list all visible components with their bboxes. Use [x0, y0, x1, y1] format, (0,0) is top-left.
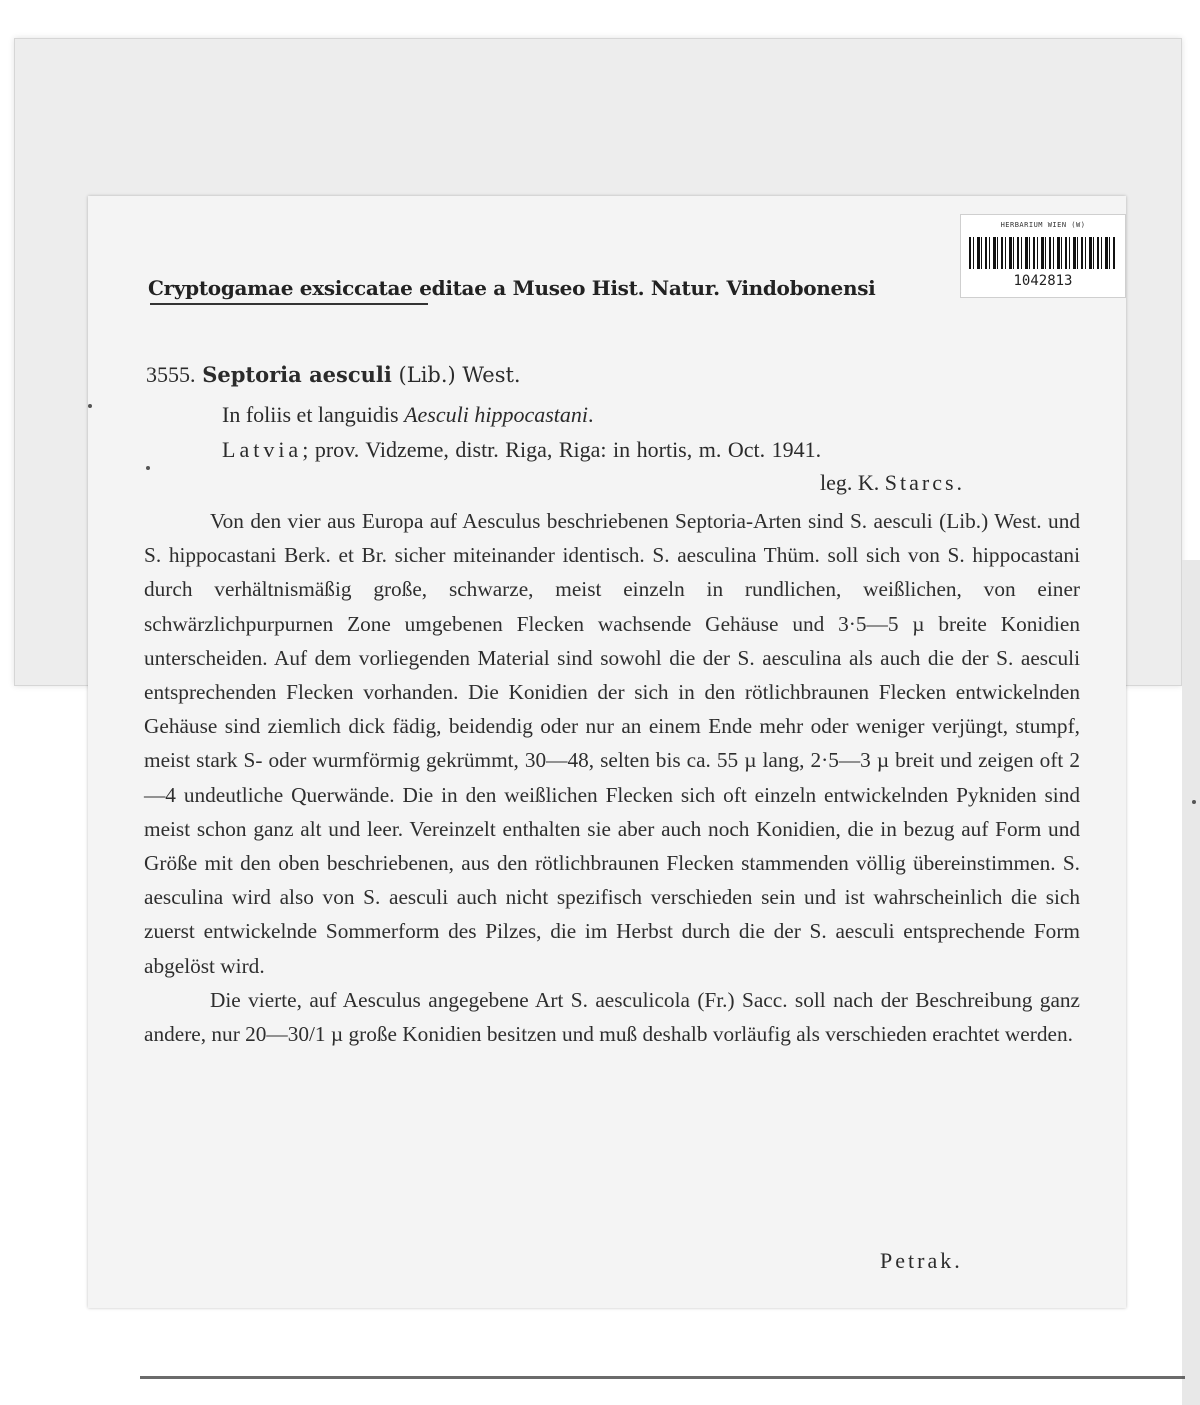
dust-speck: [146, 466, 150, 470]
habitat-line: In foliis et languidis Aesculi hippocastani.: [222, 402, 594, 427]
dust-speck: [88, 404, 92, 408]
series-title: [148, 276, 948, 300]
locality-detail: ; prov. Vidzeme, distr. Riga, Riga: in hortis, m. Oct. 1941.: [302, 437, 822, 462]
series-title-rest: editae a Museo Hist. Natur. Vindobonensi: [412, 276, 876, 300]
locality-line: [222, 437, 821, 463]
barcode-header: HERBARIUM WIEN (W): [1000, 221, 1086, 229]
host-name: Aesculi hippocastani: [404, 402, 589, 427]
barcode-number: 1042813: [1013, 273, 1073, 289]
exsiccata-number: 3555.: [146, 362, 196, 387]
barcode-icon: [969, 237, 1117, 269]
title-underline: [150, 303, 428, 305]
sheet-bottom-edge: [140, 1376, 1185, 1379]
description-paragraph-2: Die vierte, auf Aesculus angegebene Art S. aesculicola (Fr.) Sacc. soll nach der Beschreibung ganz andere, nur 20—30/1 µ große Konidien besitzen und muß deshalb vorläufig als verschieden erachtet werden.: [144, 987, 1080, 1047]
exsiccata-entry: [146, 362, 521, 388]
country-name: Latvia: [222, 437, 303, 462]
species-name: Septoria aesculi: [202, 362, 392, 387]
description-text: [144, 504, 1080, 1051]
species-authority: (Lib.) West.: [391, 363, 521, 387]
barcode-label: [960, 214, 1126, 298]
specimen-sheet-edge: [1182, 560, 1200, 1405]
collector-line: leg. K. Starcs.: [820, 470, 966, 495]
dust-speck: [1192, 800, 1196, 804]
author-signature: Petrak.: [880, 1248, 963, 1273]
series-title-underlined: Cryptogamae exsiccatae: [148, 276, 413, 300]
description-paragraph-1: Von den vier aus Europa auf Aesculus beschriebenen Septoria-Arten sind S. aesculi (Lib.) West. und S. hippocastani Berk. et Br. sicher miteinander identisch. S. aesculina Thüm. soll sich von S. hippocastani durch verhältnismäßig große, schwarze, meist einzeln in rundlichen, weißlichen, von einer schwärzlichpurpurnen Zone umgebenen Flecken wachsende Gehäuse und 3·5—5 µ breite Konidien unterscheiden. Auf dem vorliegenden Material sind sowohl die der S. aesculina als auch die der S. aesculi entsprechenden Flecken vorhanden. Die Konidien der sich in den rötlichbraunen Flecken entwickelnden Gehäuse sind ziemlich dick fädig, beidendig oder nur an einem Ende mehr oder weniger verjüngt, stumpf, meist stark S- oder wurmförmig gekrümmt, 30—48, selten bis ca. 55 µ lang, 2·5—3 µ breit und zeigen oft 2—4 undeutliche Querwände. Die in den weißlichen Flecken sich oft einzeln entwickelnden Pykniden sind meist schon ganz alt und leer. Vereinzelt enthalten sie aber auch noch Konidien, die in bezug auf Form und Größe mit den oben beschriebenen, aus den rötlichbraunen Flecken stammenden völlig übereinstimmen. S. aesculina wird also von S. aesculi auch nicht spezifisch verschieden sein und ist wahrscheinlich die sich zuerst entwickelnde Sommerform des Pilzes, die im Herbst durch die der S. aesculi entsprechende Form abgelöst wird.: [144, 509, 1080, 978]
collector-name: Starcs.: [884, 470, 966, 495]
